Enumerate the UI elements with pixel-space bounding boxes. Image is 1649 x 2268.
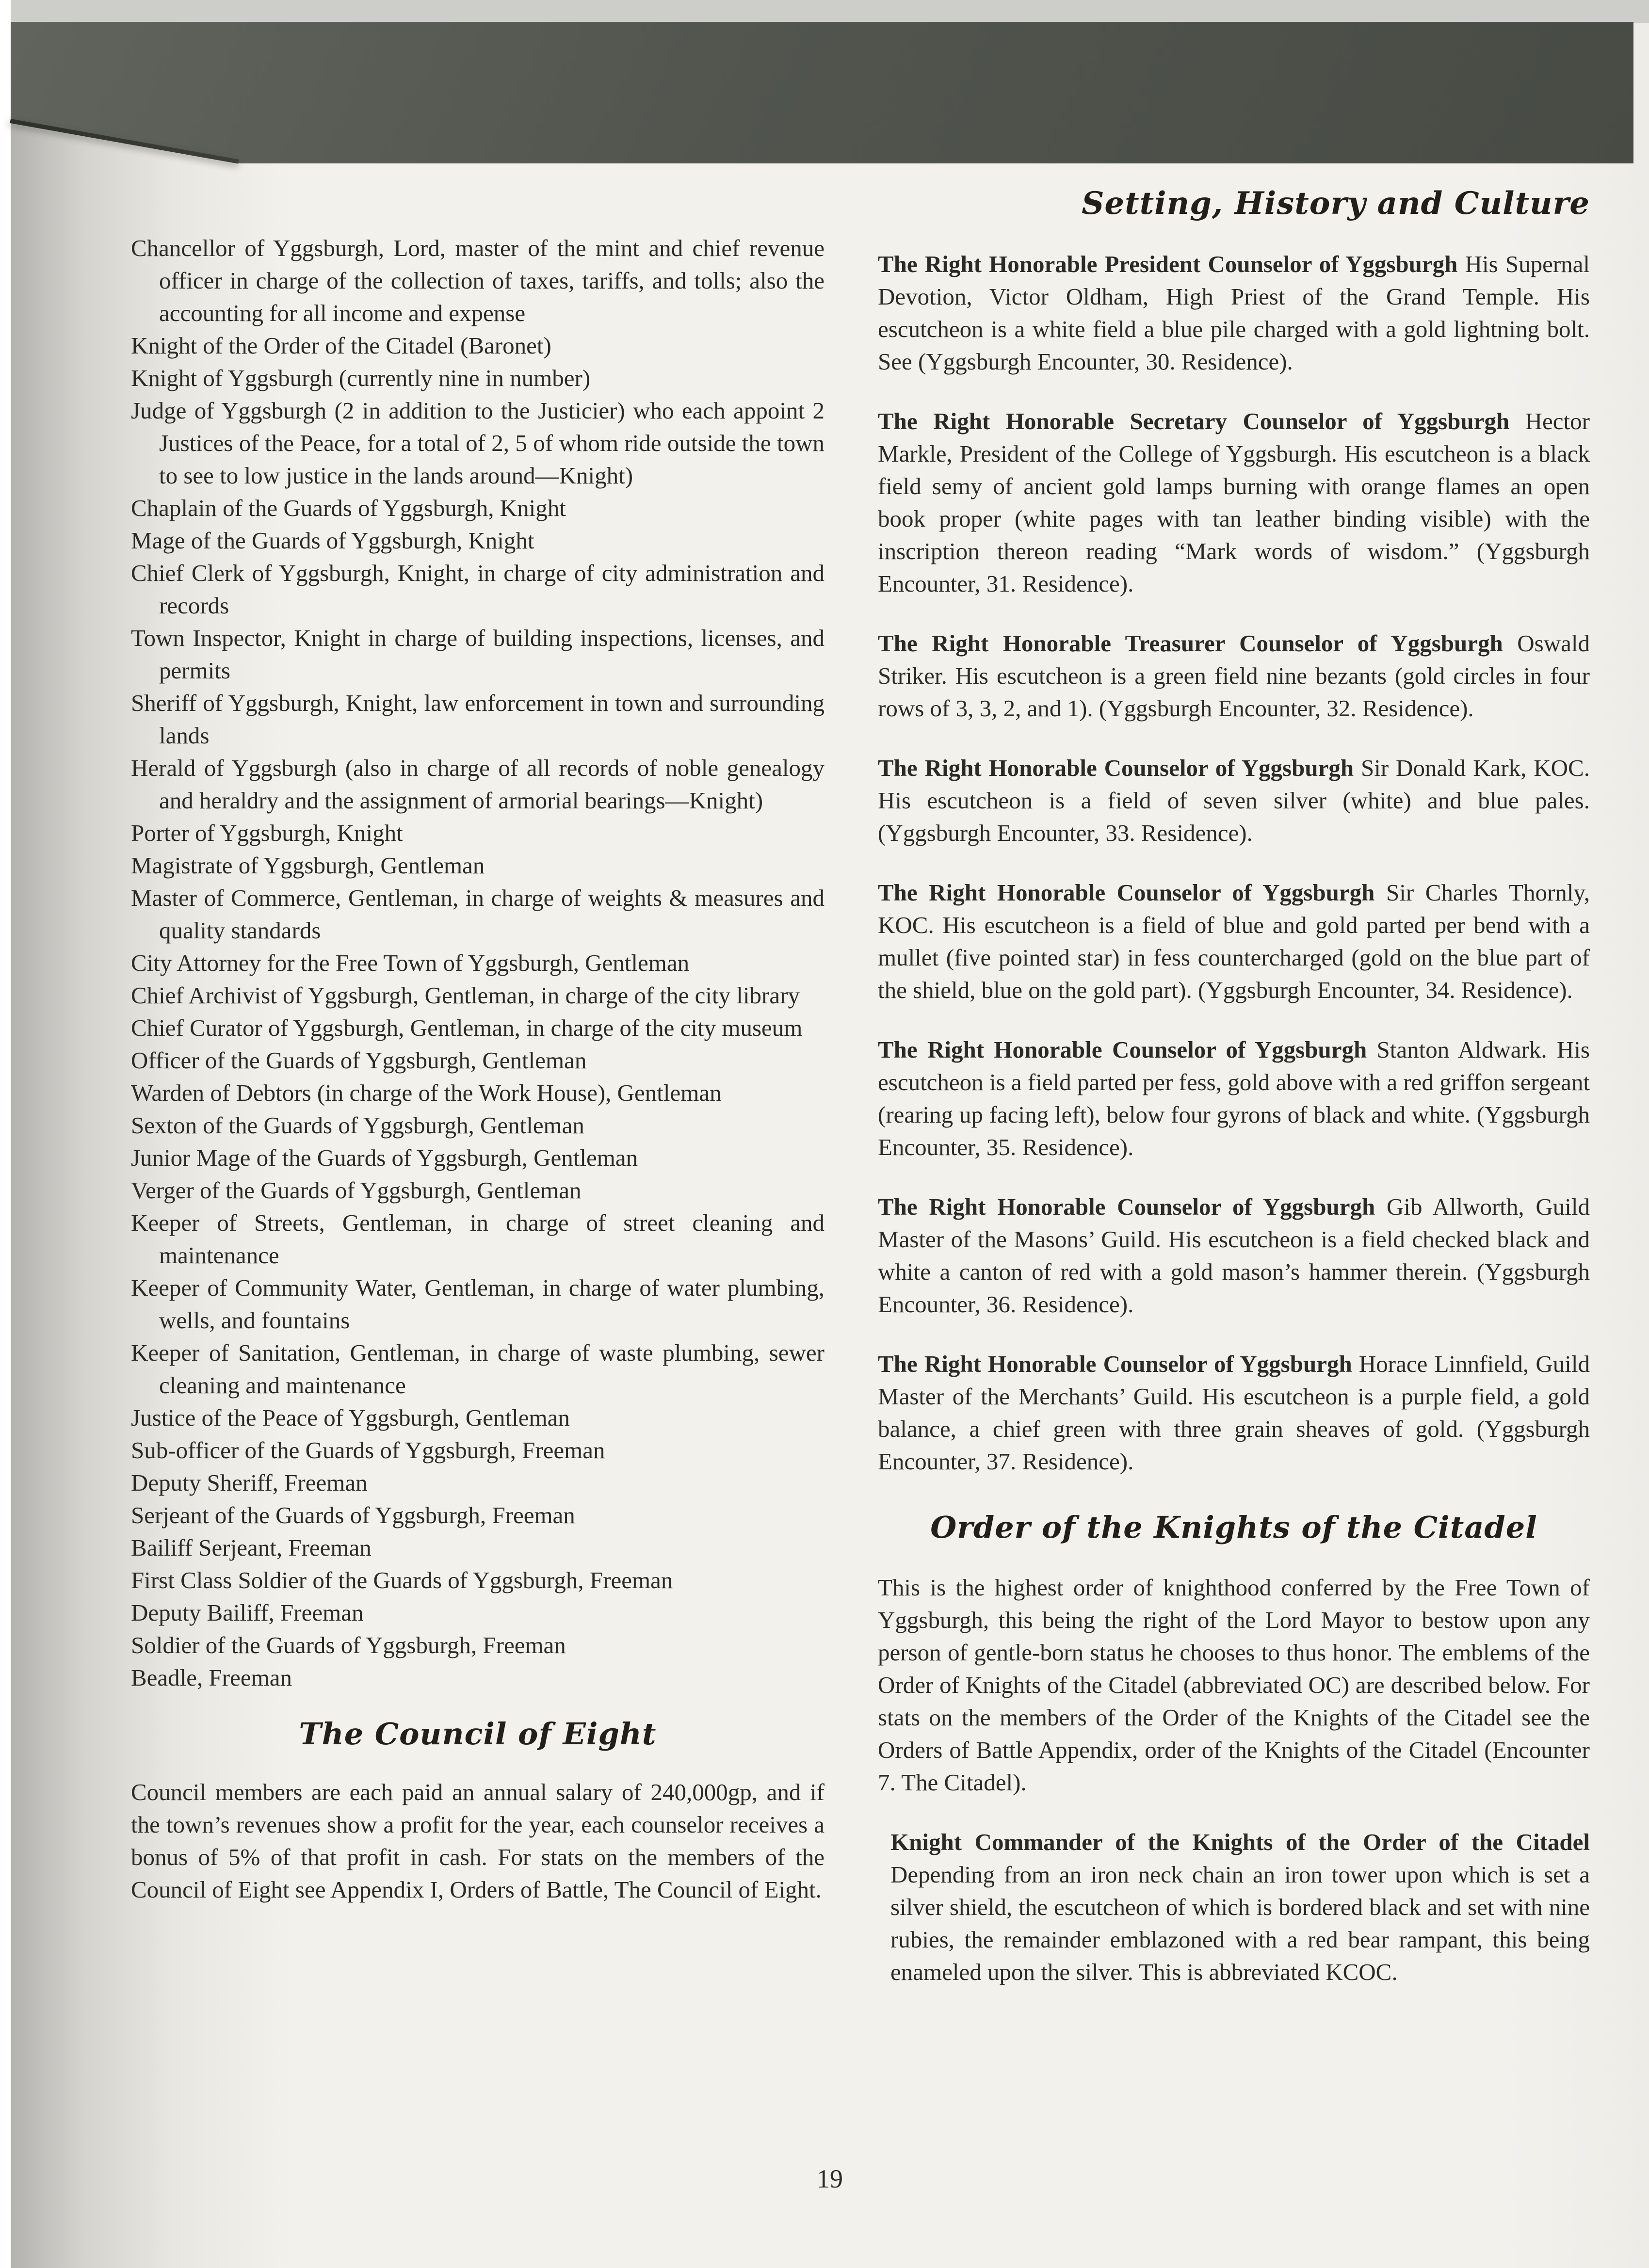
rank-list-item: Beadle, Freeman: [131, 1664, 292, 1691]
rank-list-item: Chief Clerk of Yggsburgh, Knight, in charge of city administration and records: [131, 560, 824, 619]
counselor-title-lead: The Right Honorable Secretary Counselor of Yggsburgh: [878, 408, 1510, 434]
council-of-eight-heading: The Council of Eight: [299, 1716, 657, 1752]
order-of-knights-heading: Order of the Knights of the Citadel: [930, 1510, 1537, 1545]
counselor-title-lead: The Right Honorable Counselor of Yggsburgh: [878, 1036, 1367, 1063]
counselor-title-lead: The Right Honorable Counselor of Yggsburgh: [878, 1351, 1352, 1377]
scan-dark-band: [11, 22, 1633, 163]
rank-list-item: Keeper of Community Water, Gentleman, in charge of water plumbing, wells, and fountains: [131, 1274, 824, 1334]
counselor-paragraph: [878, 876, 1590, 1006]
counselor-title-lead: The Right Honorable Counselor of Yggsburgh: [878, 755, 1354, 781]
rank-list-item: Porter of Yggsburgh, Knight: [131, 820, 403, 846]
counselor-description: Oswald Striker. His escutcheon is a green field nine bezants (gold circles in four rows of 3, 3, 2, and 1). (Yggsburgh Encounter, 32. Residence).: [878, 630, 1590, 722]
rank-list-item: Herald of Yggsburgh (also in charge of all records of noble genealogy and heraldry and the assignment of armorial bearings—Knight): [131, 755, 824, 814]
counselor-paragraph: [878, 1190, 1590, 1320]
knight-commander-paragraph: [878, 1826, 1590, 1988]
rank-list-item: Chaplain of the Guards of Yggsburgh, Knight: [131, 495, 566, 521]
counselor-description: Horace Linnfield, Guild Master of the Merchants’ Guild. His escutcheon is a purple field, a gold balance, a chief green with three grain sheaves of gold. (Yggsburgh Encounter, 37. Residence).: [878, 1351, 1590, 1475]
rank-list-item: Chief Archivist of Yggsburgh, Gentleman, in charge of the city library: [131, 982, 800, 1009]
order-intro-paragraph: This is the highest order of knighthood conferred by the Free Town of Yggsburgh, this being the right of the Lord Mayor to bestow upon any person of gentle-born status he chooses to thus honor. The emblems of the Order of Knights of the Citadel (abbreviated OC) are described below. For stats on the members of the Order of the Knights of the Citadel see the Orders of Battle Appendix, order of the Knights of the Citadel (Encounter 7. The Citadel).: [878, 1574, 1590, 1796]
rank-list-item: Deputy Bailiff, Freeman: [131, 1599, 364, 1626]
rank-list-item: Chancellor of Yggsburgh, Lord, master of the mint and chief revenue officer in charge of the collection of taxes, tariffs, and tolls; also the accounting for all income and expense: [131, 235, 824, 326]
counselor-title-lead: The Right Honorable Counselor of Yggsburgh: [878, 879, 1375, 906]
chapter-running-head: Setting, History and Culture: [1082, 185, 1590, 222]
counselor-paragraph: [878, 405, 1590, 600]
rank-list-item: Verger of the Guards of Yggsburgh, Gentleman: [131, 1177, 582, 1204]
rank-list-item: City Attorney for the Free Town of Yggsburgh, Gentleman: [131, 949, 690, 976]
rank-list-item: Sexton of the Guards of Yggsburgh, Gentleman: [131, 1112, 584, 1139]
counselor-description: Sir Donald Kark, KOC. His escutcheon is a field of seven silver (white) and blue pales. (Yggsburgh Encounter, 33. Residence).: [878, 755, 1590, 846]
counselor-description: Hector Markle, President of the College of Yggsburgh. His escutcheon is a black field semy of ancient gold lamps burning with orange flames an open book proper (white pages with tan leather binding visible) with the inscription thereon reading “Mark words of wisdom.” (Yggsburgh Encounter, 31. Residence).: [878, 408, 1590, 597]
counselors-column: [878, 185, 1590, 2015]
rank-list-item: Knight of the Order of the Citadel (Baronet): [131, 332, 551, 359]
counselor-description: His Supernal Devotion, Victor Oldham, High Priest of the Grand Temple. His escutcheon is a white field a blue pile charged with a gold lightning bolt. See (Yggsburgh Encounter, 30. Residence).: [878, 251, 1590, 375]
rank-list-item: Master of Commerce, Gentleman, in charge of weights & measures and quality standards: [131, 885, 824, 944]
rank-list-item: Junior Mage of the Guards of Yggsburgh, Gentleman: [131, 1144, 638, 1171]
rank-list-item: Officer of the Guards of Yggsburgh, Gentleman: [131, 1047, 587, 1074]
rank-list-item: Town Inspector, Knight in charge of building inspections, licenses, and permits: [131, 625, 824, 684]
rank-list-item: Keeper of Sanitation, Gentleman, in charge of waste plumbing, sewer cleaning and maintenance: [131, 1339, 824, 1399]
knight-commander-description: Depending from an iron neck chain an iron tower upon which is set a silver shield, the escutcheon of which is bordered black and set with nine rubies, the remainder emblazoned with a red bear rampant, this being enameled upon the silver. This is abbreviated KCOC.: [890, 1861, 1590, 1985]
counselor-description: Stanton Aldwark. His escutcheon is a field parted per fess, gold above with a red griffon sergeant (rearing up facing left), below four gyrons of black and white. (Yggsburgh Encounter, 35. Residence).: [878, 1036, 1590, 1160]
rank-list-item: Warden of Debtors (in charge of the Work House), Gentleman: [131, 1079, 722, 1106]
page-number: 19: [817, 2164, 843, 2193]
counselor-description: Sir Charles Thornly, KOC. His escutcheon is a field of blue and gold parted per bend with a mullet (five pointed star) in fess countercharged (gold on the blue part of the shield, blue on the gold part). (Yggsburgh Encounter, 34. Residence).: [878, 879, 1590, 1003]
rank-list: [131, 232, 824, 1694]
counselor-paragraph: [878, 248, 1590, 378]
rank-list-item: Deputy Sheriff, Freeman: [131, 1469, 368, 1496]
rank-list-item: Soldier of the Guards of Yggsburgh, Freeman: [131, 1632, 566, 1658]
rank-list-item: Bailiff Serjeant, Freeman: [131, 1534, 372, 1561]
scan-top-strip: [11, 0, 1649, 23]
counselor-paragraph: [878, 752, 1590, 849]
counselor-paragraph: [878, 1348, 1590, 1478]
counselor-paragraph: [878, 1033, 1590, 1163]
council-of-eight-paragraph: Council members are each paid an annual salary of 240,000gp, and if the town’s revenues show a profit for the year, each counselor receives a bonus of 5% of that profit in cash. For stats on the members of the Council of Eight see Appendix I, Orders of Battle, The Council of Eight.: [131, 1779, 824, 1903]
rank-list-item: Sheriff of Yggsburgh, Knight, law enforcement in town and surrounding lands: [131, 690, 824, 749]
counselor-title-lead: The Right Honorable Counselor of Yggsburgh: [878, 1193, 1375, 1220]
knight-commander-title-lead: Knight Commander of the Knights of the Order of the Citadel: [890, 1829, 1590, 1855]
rank-list-item: Mage of the Guards of Yggsburgh, Knight: [131, 527, 534, 554]
rank-list-item: Keeper of Streets, Gentleman, in charge of street cleaning and maintenance: [131, 1209, 824, 1269]
counselor-title-lead: The Right Honorable President Counselor of Yggsburgh: [878, 251, 1458, 277]
rank-list-item: Magistrate of Yggsburgh, Gentleman: [131, 852, 485, 879]
rank-list-item: Judge of Yggsburgh (2 in addition to the Justicier) who each appoint 2 Justices of the Peace, for a total of 2, 5 of whom ride outside the town to see to low justice in the lands around—Knight): [131, 397, 824, 489]
ranks-column: [131, 232, 824, 1906]
rank-list-item: Knight of Yggsburgh (currently nine in number): [131, 365, 591, 391]
rank-list-item: First Class Soldier of the Guards of Yggsburgh, Freeman: [131, 1567, 673, 1593]
rank-list-item: Chief Curator of Yggsburgh, Gentleman, in charge of the city museum: [131, 1014, 803, 1041]
counselor-paragraph: [878, 627, 1590, 724]
rank-list-item: Serjeant of the Guards of Yggsburgh, Freeman: [131, 1502, 575, 1528]
counselor-description: Gib Allworth, Guild Master of the Masons’ Guild. His escutcheon is a field checked black and white a canton of red with a gold mason’s hammer therein. (Yggsburgh Encounter, 36. Residence).: [878, 1193, 1590, 1318]
rank-list-item: Sub-officer of the Guards of Yggsburgh, Freeman: [131, 1437, 605, 1464]
counselor-title-lead: The Right Honorable Treasurer Counselor of Yggsburgh: [878, 630, 1503, 657]
rank-list-item: Justice of the Peace of Yggsburgh, Gentleman: [131, 1404, 570, 1431]
